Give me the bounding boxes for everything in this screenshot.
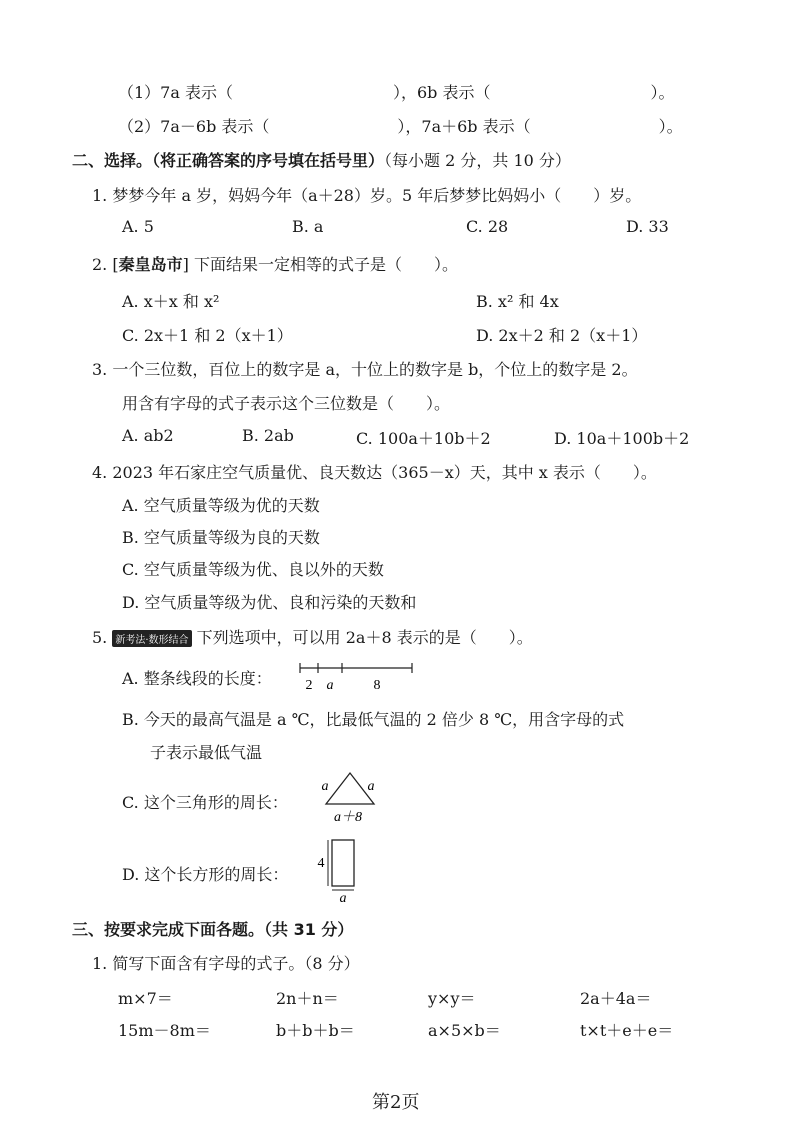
q5-method-tag: 新考法·数形结合 [112, 630, 191, 647]
segment-label-a: a [326, 678, 334, 693]
q1-option-b: B. a [292, 217, 324, 236]
q4-option-c: C. 空气质量等级为优、良以外的天数 [122, 560, 384, 579]
q5-stem [92, 625, 533, 648]
q5-option-d: D. 这个长方形的周长： [122, 865, 289, 884]
section2-header [72, 148, 571, 171]
q4-option-d: D. 空气质量等级为优、良和污染的天数和 [122, 593, 417, 612]
q2-number: 2. [ [92, 255, 119, 274]
exercise-r2c1: 15m－8m＝ [118, 1021, 211, 1040]
part1-q2: （2）7a－6b 表示（ ），7a＋6b 表示（ ）。 [118, 117, 683, 136]
segment-label-2: 2 [305, 678, 313, 693]
q5-text: 下列选项中，可以用 2a＋8 表示的是（ ）。 [196, 628, 533, 647]
exercise-r2c2: b＋b＋b＝ [276, 1021, 355, 1040]
q5-option-c: C. 这个三角形的周长： [122, 793, 288, 812]
q2-stem [92, 252, 458, 275]
q3-option-a: A. ab2 [122, 426, 174, 445]
q2-option-c: C. 2x＋1 和 2（x＋1） [122, 326, 293, 345]
q2-option-d: D. 2x＋2 和 2（x＋1） [476, 326, 648, 345]
triangle-label-left: a [321, 779, 329, 794]
exercise-r1c1: m×7＝ [118, 989, 173, 1008]
triangle-label-right: a [367, 779, 375, 794]
q1-option-c: C. 28 [466, 217, 509, 236]
section3-q1: 1. 简写下面含有字母的式子。（8 分） [92, 954, 360, 973]
q5-number: 5. [92, 628, 108, 647]
section3-title: 三、按要求完成下面各题。（共 31 分） [72, 920, 354, 939]
q4-stem: 4. 2023 年石家庄空气质量优、良天数达（365－x）天，其中 x 表示（ ）。 [92, 463, 657, 482]
triangle-figure [312, 766, 384, 826]
q3-option-d: D. 10a＋100b＋2 [554, 429, 690, 448]
q5-option-b-line1: B. 今天的最高气温是 a ℃，比最低气温的 2 倍少 8 ℃，用含字母的式 [122, 710, 625, 729]
q4-option-a: A. 空气质量等级为优的天数 [122, 496, 320, 515]
q2-option-a: A. x＋x 和 x² [122, 292, 220, 311]
segment-label-8: 8 [373, 678, 381, 693]
q2-text: ] 下面结果一定相等的式子是（ ）。 [182, 255, 458, 274]
exercise-r2c3: a×5×b＝ [428, 1021, 501, 1040]
exercise-r1c4: 2a＋4a＝ [580, 989, 652, 1008]
q5-option-a: A. 整条线段的长度： [122, 669, 272, 688]
exercise-r1c2: 2n＋n＝ [276, 989, 339, 1008]
section2-note: （每小题 2 分，共 10 分） [384, 151, 571, 170]
exercise-r2c4: t×t＋e＋e＝ [580, 1021, 674, 1040]
q1-option-d: D. 33 [626, 217, 669, 236]
rectangle-label-height: 4 [317, 856, 325, 871]
exercise-r1c3: y×y＝ [428, 989, 476, 1008]
rectangle-shape [332, 840, 354, 886]
q2-city-tag: 秦皇岛市 [118, 255, 183, 274]
q1-stem: 1. 梦梦今年 a 岁，妈妈今年（a＋28）岁。5 年后梦梦比妈妈小（ ）岁。 [92, 186, 642, 205]
q3-stem-line2: 用含有字母的式子表示这个三位数是（ ）。 [122, 394, 451, 413]
rectangle-label-width: a [339, 891, 347, 904]
q1-option-a: A. 5 [122, 217, 154, 236]
rectangle-figure [314, 836, 362, 904]
section2-title: 二、选择。（将正确答案的序号填在括号里） [72, 151, 385, 170]
segment-figure [296, 657, 420, 693]
part1-q1: （1）7a 表示（ ），6b 表示（ ）。 [118, 83, 675, 102]
q5-option-b-line2: 子表示最低气温 [150, 743, 263, 762]
q3-option-b: B. 2ab [242, 426, 294, 445]
q3-option-c: C. 100a＋10b＋2 [356, 429, 491, 448]
q3-stem-line1: 3. 一个三位数，百位上的数字是 a，十位上的数字是 b，个位上的数字是 2。 [92, 360, 638, 379]
page-number: 第2页 [372, 1092, 420, 1113]
triangle-label-base: a＋8 [334, 810, 362, 825]
q4-option-b: B. 空气质量等级为良的天数 [122, 528, 320, 547]
q2-option-b: B. x² 和 4x [476, 292, 559, 311]
